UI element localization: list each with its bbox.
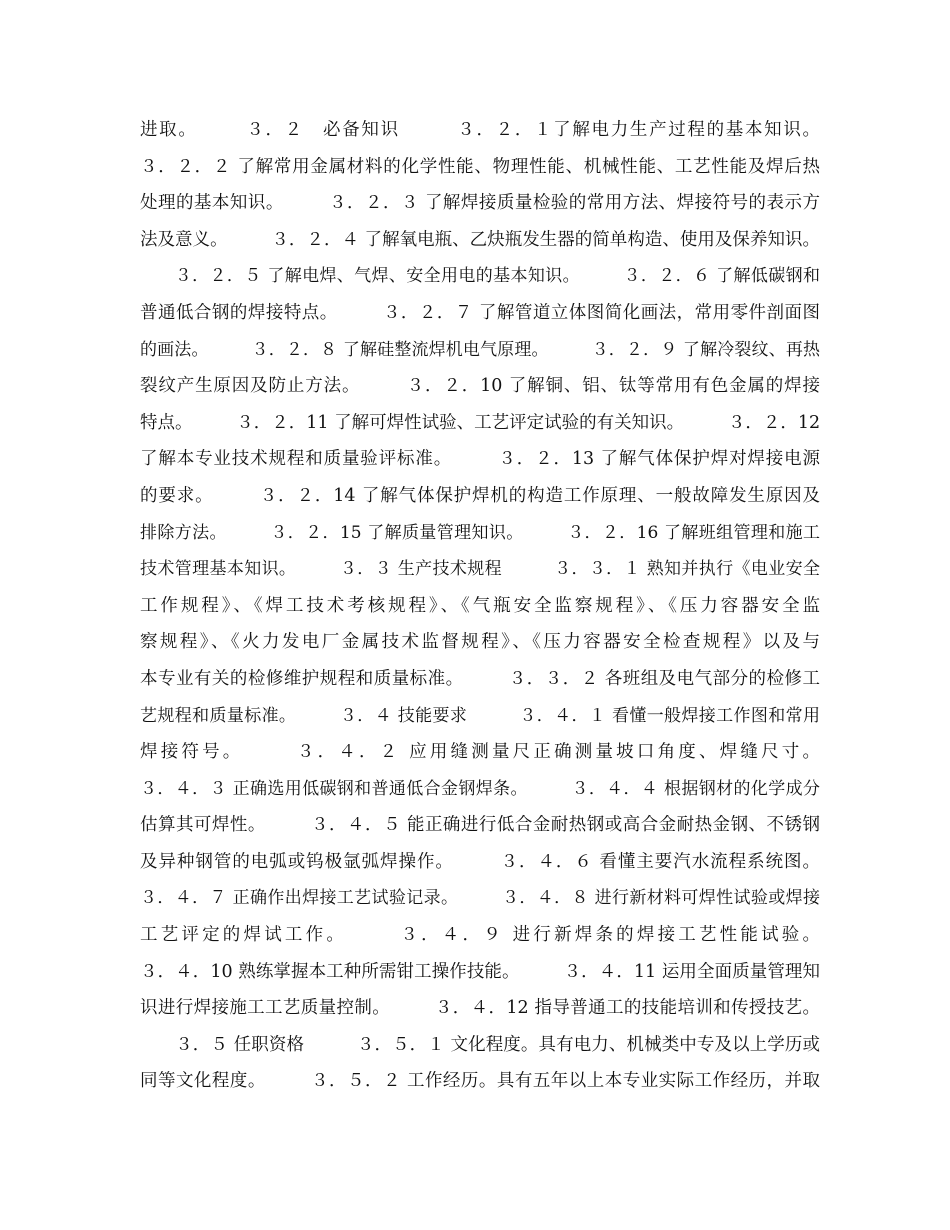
text-line: ３．４．７ 正确作出焊接工艺试验记录。 ３．４．８ 进行新材料可焊性试验或焊接 <box>140 888 820 909</box>
text-line: 识进行焊接施工工艺质量控制。 ３．４．12 指导普通工的技能培训和传授技艺。 <box>140 998 820 1019</box>
body-text <box>140 112 820 1100</box>
text-line: 进取。 ３．２ 必备知识 ３．２．１了解电力生产过程的基本知识。 <box>140 120 820 140</box>
text-line: ３．４．３ 正确选用低碳钢和普通低合金钢焊条。 ３．４．４ 根据钢材的化学成分 <box>140 778 820 799</box>
text-line: 及异种钢管的电弧或钨极氩弧焊操作。 ３．４．６ 看懂主要汽水流程系统图。 <box>140 851 820 872</box>
text-line: 工艺评定的焊试工作。 ３．４．９ 进行新焊条的焊接工艺性能试验。 <box>140 925 820 946</box>
text-line: 排除方法。 ３．２．15 了解质量管理知识。 ３．２．16 了解班组管理和施工 <box>140 522 820 543</box>
text-line: 察规程》、《火力发电厂金属技术监督规程》、《压力容器安全检查规程》以及与 <box>140 632 820 653</box>
text-line: 焊接符号。 ３．４．２ 应用缝测量尺正确测量坡口角度、焊缝尺寸。 <box>140 742 820 763</box>
text-line: 同等文化程度。 ３．５．２ 工作经历。具有五年以上本专业实际工作经历，并取 <box>140 1071 820 1092</box>
text-line: 本专业有关的检修维护规程和质量标准。 ３．３．２ 各班组及电气部分的检修工 <box>140 668 820 689</box>
text-line: ３．５ 任职资格 ３．５．１ 文化程度。具有电力、机械类中专及以上学历或 <box>140 1034 820 1055</box>
text-line: ３．２．５ 了解电焊、气焊、安全用电的基本知识。 ３．２．６ 了解低碳钢和 <box>140 266 820 287</box>
text-line: 工作规程》、《焊工技术考核规程》、《气瓶安全监察规程》、《压力容器安全监 <box>140 595 820 616</box>
text-line: 特点。 ３．２．11 了解可焊性试验、工艺评定试验的有关知识。 ３．２．12 <box>140 412 821 433</box>
text-line: 了解本专业技术规程和质量验评标准。 ３．２．13 了解气体保护焊对焊接电源 <box>140 449 820 470</box>
text-line: 法及意义。 ３．２．４ 了解氧电瓶、乙炔瓶发生器的简单构造、使用及保养知识。 <box>140 229 820 250</box>
text-line: ３．４．10 熟练掌握本工种所需钳工操作技能。 ３．４．11 运用全面质量管理知 <box>140 961 820 982</box>
text-line: 的画法。 ３．２．８ 了解硅整流焊机电气原理。 ３．２．９ 了解冷裂纹、再热 <box>140 339 820 360</box>
text-line: 处理的基本知识。 ３．２．３ 了解焊接质量检验的常用方法、焊接符号的表示方 <box>140 193 820 214</box>
text-line: 普通低合钢的焊接特点。 ３．２．７ 了解管道立体图简化画法，常用零件剖面图 <box>140 302 820 323</box>
text-line: 技术管理基本知识。 ３．３ 生产技术规程 ３．３．１ 熟知并执行《电业安全 <box>140 559 820 580</box>
text-line: ３．２．２ 了解常用金属材料的化学性能、物理性能、机械性能、工艺性能及焊后热 <box>140 156 820 177</box>
text-line: 的要求。 ３．２．14 了解气体保护焊机的构造工作原理、一般故障发生原因及 <box>140 485 820 506</box>
text-line: 艺规程和质量标准。 ３．４ 技能要求 ３．４．１ 看懂一般焊接工作图和常用 <box>140 705 820 726</box>
text-line: 估算其可焊性。 ３．４．５ 能正确进行低合金耐热钢或高合金耐热金钢、不锈钢 <box>140 815 820 836</box>
text-line: 裂纹产生原因及防止方法。 ３．２．10 了解铜、铝、钛等常用有色金属的焊接 <box>140 376 820 397</box>
